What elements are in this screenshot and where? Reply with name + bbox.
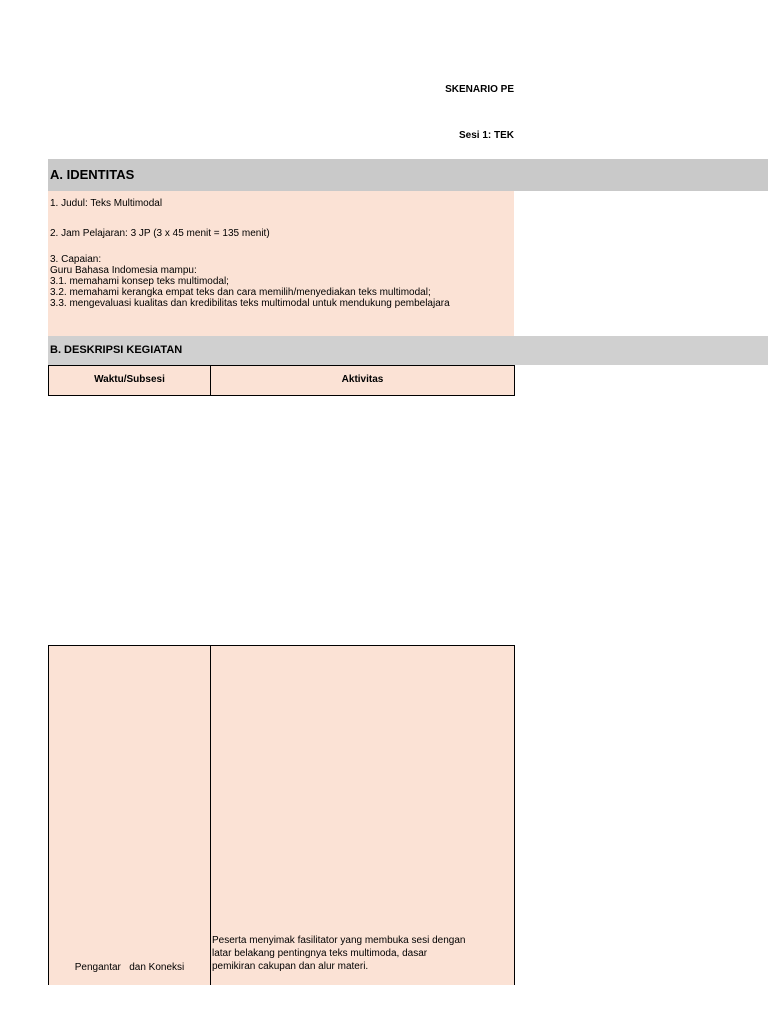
- activity-line: pemikiran cakupan dan alur materi.: [212, 961, 369, 972]
- column-header-aktivitas: Aktivitas: [210, 365, 515, 396]
- capaian-item: 3.3. mengevaluasi kualitas dan kredibilitas teks multimodal untuk mendukung pembelajara: [50, 298, 450, 309]
- table-cell-activity: [210, 645, 515, 985]
- capaian-item: 3.2. memahami kerangka empat teks dan cara memilih/menyediakan teks multimodal;: [50, 287, 431, 298]
- activity-text: [212, 934, 512, 973]
- section-deskripsi-header: [48, 336, 768, 365]
- capaian-intro: Guru Bahasa Indomesia mampu:: [50, 265, 197, 276]
- section-identitas-heading: A. IDENTITAS: [50, 167, 135, 182]
- document-title: SKENARIO PE: [445, 84, 514, 95]
- section-identitas-header: [48, 159, 768, 191]
- jam-pelajaran-text: 2. Jam Pelajaran: 3 JP (3 x 45 menit = 135 menit): [50, 228, 270, 239]
- section-deskripsi-heading: B. DESKRIPSI KEGIATAN: [50, 344, 183, 356]
- capaian-label: 3. Capaian:: [50, 254, 102, 265]
- table-cell-time: [48, 645, 211, 985]
- activity-line: Peserta menyimak fasilitator yang membuka sesi dengan: [212, 935, 466, 946]
- identity-box: [48, 191, 514, 336]
- capaian-item: 3.1. memahami konsep teks multimodal;: [50, 276, 229, 287]
- judul-text: 1. Judul: Teks Multimodal: [50, 198, 163, 209]
- column-header-waktu: Waktu/Subsesi: [48, 365, 211, 396]
- subsession-name: Pengantar dan Koneksi: [74, 962, 185, 973]
- session-title: Sesi 1: TEK: [458, 130, 514, 141]
- activity-line: latar belakang pentingnya teks multimoda, dasar: [212, 948, 428, 959]
